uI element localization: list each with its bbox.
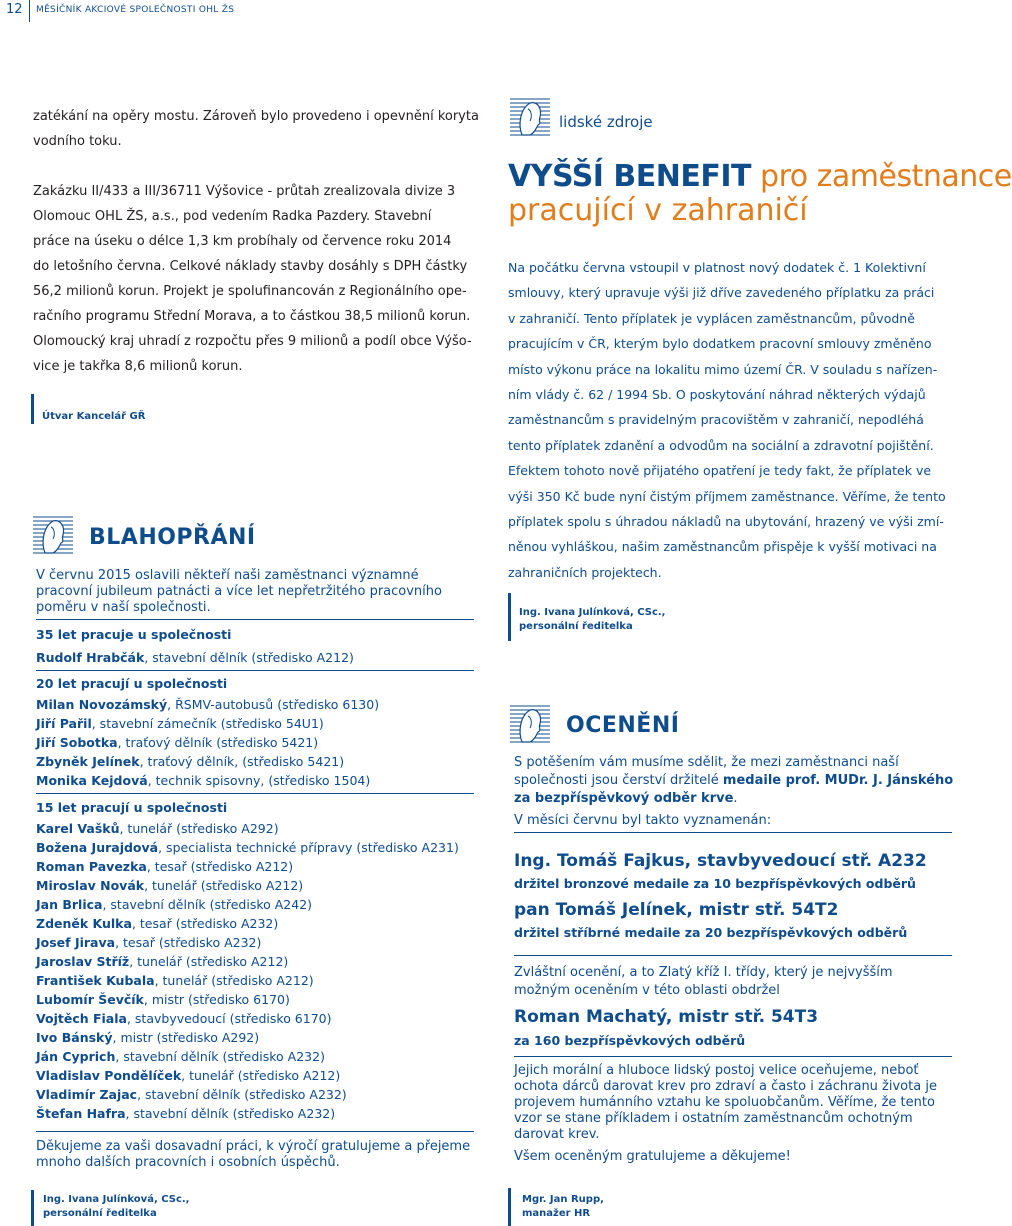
list-item: Lubomír Ševčík, mistr (středisko 6170) xyxy=(36,992,290,1007)
intro-line: práce na úseku o délce 1,3 km probíhaly od července roku 2014 xyxy=(33,234,452,249)
group-35-years xyxy=(36,625,476,667)
divider xyxy=(514,832,952,833)
body-line: výši 350 Kč bude nyní čistým příjmem zaměstnance. Věříme, že tento xyxy=(508,488,946,504)
award-detail: za 160 bezpříspěvkových odběrů xyxy=(514,1033,746,1048)
intro-line: do letošního června. Celkové náklady stavby dosáhly s DPH částky xyxy=(33,259,468,274)
divider xyxy=(36,1131,474,1132)
group-15-years xyxy=(36,798,476,1123)
intro-line: 56,2 milionů korun. Projekt je spolufinancován z Regionálního ope- xyxy=(33,284,467,299)
oceneni-intro: S potěšením vám musíme sdělit, že mezi zaměstnanci naší společnosti jsou čerství držitelé medaile prof. MUDr. J. Jánského za bezpříspěvkový odběr krve. V měsíci červnu byl takto vyznamenán: xyxy=(514,755,954,828)
list-item: František Kubala, tunelář (středisko A212) xyxy=(36,973,314,988)
intro-line: zatékání na opěry mostu. Zároveň bylo provedeno i opevnění koryta xyxy=(33,109,479,124)
closing-text: Jejich morální a hluboce lidský postoj velice oceňujeme, neboť ochota dárců darovat krev pro zdraví a často i záchranu života je projevem humánního vztahu ke spoluobčanům. Věříme, že tento vzor se stane příkladem i ostatním zaměstnancům ochotným darovat krev. Všem oceněným gratulujeme a děkujeme! xyxy=(514,1063,937,1164)
list-item: Roman Pavezka, tesař (středisko A212) xyxy=(36,859,294,874)
intro-line: vodního toku. xyxy=(33,134,122,149)
list-item: Zdeněk Kulka, tesař (středisko A232) xyxy=(36,916,279,931)
list-item: Vladislav Pondělíček, tunelář (středisko A212) xyxy=(36,1068,341,1083)
intro-line: pracovní jubileum patnácti a více let nepřetržitého pracovního xyxy=(36,584,442,599)
company-logo-icon xyxy=(508,95,552,139)
body-line: Na počátku června vstoupil v platnost nový dodatek č. 1 Kolektivní xyxy=(508,260,926,275)
signature-hr-director: Ing. Ivana Julínková, CSc., personální ředitelka xyxy=(519,607,666,632)
blahoprani-title: BLAHOPŘÁNÍ xyxy=(89,525,256,550)
list-item: Jan Brlica, stavební dělník (středisko A242) xyxy=(36,897,313,912)
list-item: Josef Jirava, tesař (středisko A232) xyxy=(36,935,262,950)
group-20-years xyxy=(36,674,476,790)
body-line: v zahraničí. Tento příplatek je vyplácen zaměstnancům, původně xyxy=(508,310,915,326)
divider xyxy=(36,670,474,671)
header-separator xyxy=(29,0,30,22)
award-detail: držitel stříbrné medaile za 20 bezpříspěvkových odběrů xyxy=(514,925,908,940)
list-item: Vladimír Zajac, stavební dělník (středisko A232) xyxy=(36,1087,347,1102)
list-item: Monika Kejdová, technik spisovny, (středisko 1504) xyxy=(36,773,371,788)
group-heading: 15 let pracují u společnosti xyxy=(36,800,228,815)
list-item: Zbyněk Jelínek, traťový dělník, (středisko 5421) xyxy=(36,754,345,769)
list-item: Božena Jurajdová, specialista technické přípravy (středisko A231) xyxy=(36,840,459,855)
divider xyxy=(514,1056,952,1057)
signature-bar xyxy=(31,1190,34,1226)
intro-article xyxy=(33,104,485,379)
list-item: Vojtěch Fiala, stavbyvedoucí (středisko 6170) xyxy=(36,1011,332,1026)
company-logo-icon xyxy=(508,702,552,746)
body-line: místo výkonu práce na lokalitu mimo území ČR. V souladu s nařízen- xyxy=(508,361,938,377)
blahoprani-intro xyxy=(36,568,476,616)
body-line: zahraničních projektech. xyxy=(508,564,662,580)
list-item: Rudolf Hrabčák, stavební dělník (středisko A212) xyxy=(36,650,354,665)
benefit-headline: VYŠŠÍ BENEFIT pro zaměstnance pracující v zahraničí xyxy=(508,159,1012,228)
body-line: ním vlády č. 62 / 1994 Sb. O poskytování náhrad některých výdajů xyxy=(508,387,926,403)
body-line: smlouvy, který upravuje výši již dříve zavedeného příplatku za práci xyxy=(508,285,935,301)
company-logo-icon xyxy=(31,513,75,557)
page-number: 12 xyxy=(6,2,23,17)
intro-line: Olomouc OHL ŽS, a.s., pod vedením Radka Pazdery. Stavební xyxy=(33,209,432,224)
body-line: tento příplatek zdanění a odvodům na sociální a zdravotní pojištění. xyxy=(508,437,934,453)
list-item: Miroslav Novák, tunelář (středisko A212) xyxy=(36,878,304,893)
thanks-line: Děkujeme za vaši dosavadní práci, k výročí gratulujeme a přejeme xyxy=(36,1139,471,1154)
divider xyxy=(36,619,474,620)
benefit-body xyxy=(508,255,953,585)
intro-line: poměru v naší společnosti. xyxy=(36,600,211,615)
intro-line: vice je takřka 8,6 milionů korun. xyxy=(33,359,243,374)
intro-line: račního programu Střední Morava, a to částkou 38,5 milionů korun. xyxy=(33,309,471,324)
page-header xyxy=(0,0,960,28)
intro-line: V červnu 2015 oslavili někteří naši zaměstnanci významné xyxy=(36,568,419,583)
signature-bar xyxy=(508,1188,511,1226)
divider xyxy=(36,793,474,794)
publication-title: MĚSÍČNÍK AKCIOVÉ SPOLEČNOSTI OHL ŽS xyxy=(36,5,235,15)
award-name: Ing. Tomáš Fajkus, stavbyvedoucí stř. A232 xyxy=(514,851,927,871)
award-name: Roman Machatý, mistr stř. 54T3 xyxy=(514,1007,819,1027)
intro-line: Zakázku II/433 a III/36711 Výšovice - průtah zrealizovala divize 3 xyxy=(33,184,456,199)
thanks-line: mnoho dalších pracovních i osobních úspěchů. xyxy=(36,1155,340,1170)
intro-line: Olomoucký kraj uhradí z rozpočtu přes 9 milionů a podíl obce Výšo- xyxy=(33,334,472,349)
group-heading: 20 let pracují u společnosti xyxy=(36,676,228,691)
special-award: Zvláštní ocenění, a to Zlatý kříž I. třídy, který je nejvyšším možným oceněním v této oblasti obdržel Roman Machatý, mistr stř. 54T3 za 160 bezpříspěvkových odběrů xyxy=(514,964,954,1050)
signature-office: Útvar Kancelář GŘ xyxy=(42,411,146,422)
signature-hr-director: Ing. Ivana Julínková, CSc., personální ředitelka xyxy=(43,1194,190,1219)
list-item: Štefan Hafra, stavební dělník (středisko A232) xyxy=(36,1106,336,1121)
divider xyxy=(514,955,952,956)
signature-bar xyxy=(31,394,34,424)
list-item: Jiří Sobotka, traťový dělník (středisko 5421) xyxy=(36,735,319,750)
group-heading: 35 let pracuje u společnosti xyxy=(36,627,232,642)
list-item: Jaroslav Stříž, tunelář (středisko A212) xyxy=(36,954,289,969)
body-line: Efektem tohoto nově přijatého opatření je tedy fakt, že příplatek ve xyxy=(508,463,932,479)
list-item: Karel Vašků, tunelář (středisko A292) xyxy=(36,821,279,836)
thanks-text xyxy=(36,1139,476,1171)
awards-list xyxy=(514,850,954,942)
body-line: zaměstnancům s pravidelným pracovištěm v zahraničí, nepodléhá xyxy=(508,412,924,428)
award-name: pan Tomáš Jelínek, mistr stř. 54T2 xyxy=(514,900,839,920)
list-item: Jiří Pařil, stavební zámečník (středisko 54U1) xyxy=(36,716,324,731)
award-detail: držitel bronzové medaile za 10 bezpříspěvkových odběrů xyxy=(514,876,916,891)
list-item: Milan Novozámský, ŘSMV-autobusů (středisko 6130) xyxy=(36,697,380,712)
body-line: příplatek spolu s úhradou nákladů na ubytování, hrazený ve výši zmí- xyxy=(508,514,944,530)
list-item: Ivo Bánský, mistr (středisko A292) xyxy=(36,1030,260,1045)
list-item: Ján Cyprich, stavební dělník (středisko A232) xyxy=(36,1049,325,1064)
signature-bar xyxy=(508,593,511,641)
oceneni-title: OCENĚNÍ xyxy=(566,713,680,738)
signature-hr-manager: Mgr. Jan Rupp, manažer HR xyxy=(522,1194,604,1219)
section-tag: lidské zdroje xyxy=(559,113,653,131)
body-line: něnou vyhláškou, našim zaměstnancům přispěje k vyšší motivaci na xyxy=(508,539,937,555)
body-line: pracujícím v ČR, kterým bylo dodatkem pracovní smlouvy změněno xyxy=(508,336,932,352)
